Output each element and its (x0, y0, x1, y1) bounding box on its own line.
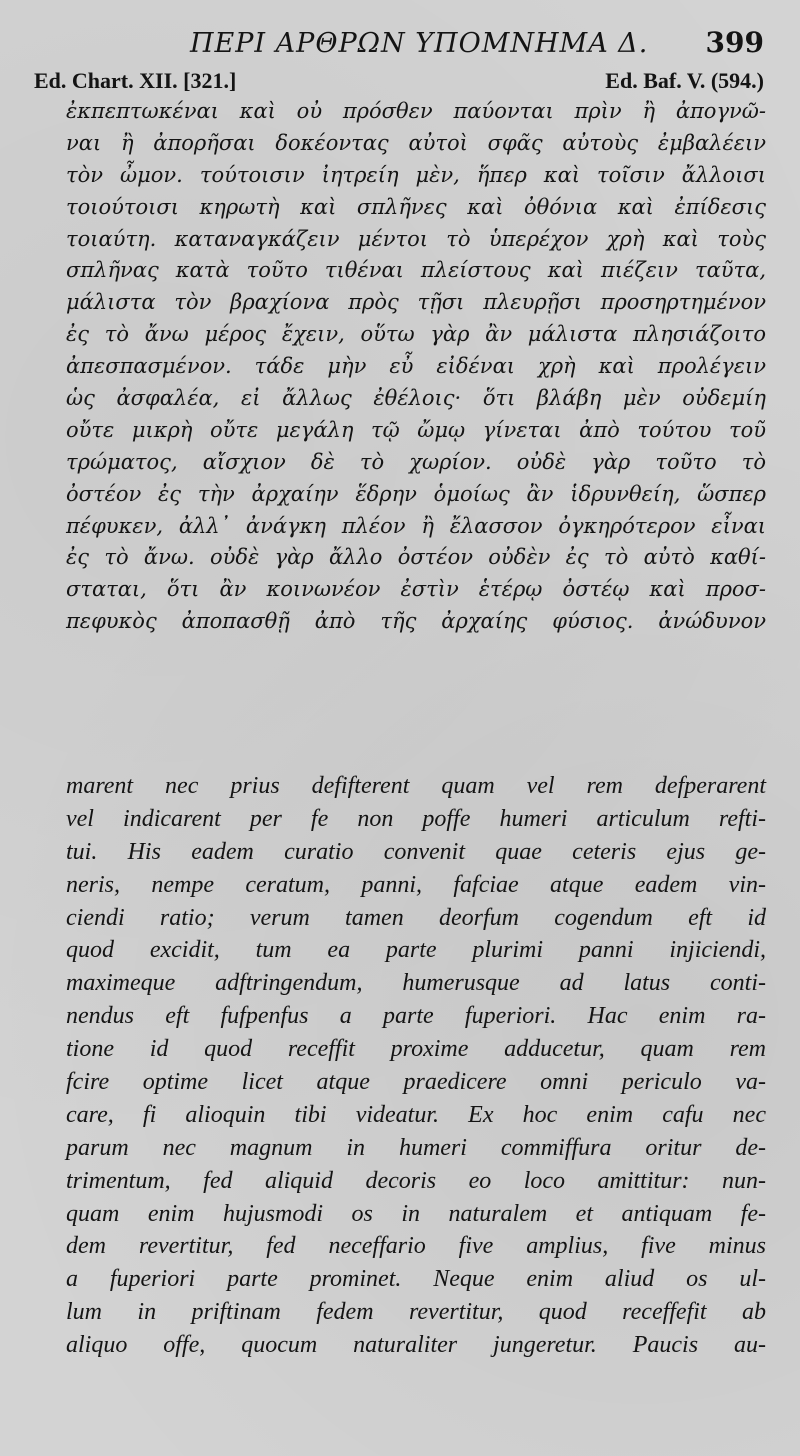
greek-text-line: ἐκπεπτωκέναι καὶ οὐ πρόσθεν παύονται πρὶν ἢ ἀπογνῶ- (66, 99, 766, 123)
latin-text-line: trimentum, fed aliquid decoris eo loco amittitur: nun- (66, 1167, 766, 1194)
latin-text-line: ciendi ratio; verum tamen deorfum cogendum eft id (66, 904, 766, 931)
latin-text-line: vel indicarent per fe non poffe humeri articulum refti- (66, 805, 766, 832)
greek-text-line: σταται, ὅτι ἂν κοινωνέον ἐστὶν ἑτέρῳ ὀστέῳ καὶ προσ- (66, 577, 766, 602)
latin-text-line: quam enim hujusmodi os in naturalem et antiquam fe- (66, 1200, 766, 1227)
latin-text-line: tione id quod receffit proxime adducetur, quam rem (66, 1036, 766, 1063)
greek-text-line: τρώματος, αἴσχιον δὲ τὸ χωρίον. οὐδὲ γὰρ τοῦτο τὸ (66, 449, 766, 474)
greek-text-line: ὡς ἀσφαλέα, εἰ ἄλλως ἐθέλοις· ὅτι βλάβη μὲν οὐδεμίη (66, 386, 766, 411)
page-number: 399 (705, 26, 764, 59)
latin-text-line: a fuperiori parte prominet. Neque enim aliud os ul- (66, 1266, 766, 1293)
greek-text-line: οὔτε μικρὴ οὔτε μεγάλη τῷ ὤμῳ γίνεται ἀπὸ τούτου τοῦ (66, 417, 766, 442)
latin-text-line: fcire optime licet atque praedicere omni periculo va- (66, 1069, 766, 1096)
latin-text-line: marent nec prius defifterent quam vel rem defperarent (66, 773, 766, 799)
greek-text-line: σπλῆνας κατὰ τοῦτο τιθέναι πλείστους καὶ πιέζειν ταῦτα, (66, 258, 766, 283)
greek-text-line: τοιαύτη. καταναγκάζειν μέντοι τὸ ὑπερέχον χρὴ καὶ τοὺς (66, 226, 766, 251)
latin-text-block (66, 770, 766, 1362)
greek-text-line: ναι ἢ ἀπορῆσαι δοκέοντας αὐτοὶ σφᾶς αὐτοὺς ἐμβαλέειν (66, 130, 766, 155)
latin-text-line: lum in priftinam fedem revertitur, quod receffefit ab (66, 1299, 766, 1326)
greek-text-line: πέφυκεν, ἀλλ᾽ ἀνάγκη πλέον ἢ ἔλασσον ὀγκηρότερον εἶναι (66, 513, 766, 538)
latin-text-line: maximeque adftringendum, humerusque ad latus conti- (66, 970, 766, 997)
greek-text-line: ἐς τὸ ἄνω. οὐδὲ γὰρ ἄλλο ὀστέον οὐδὲν ἐς τὸ αὐτὸ καθί- (66, 545, 766, 570)
latin-text-line: quod excidit, tum ea parte plurimi panni injiciendi, (66, 937, 766, 964)
edition-reference-right: Ed. Baf. V. (594.) (605, 68, 764, 93)
running-title: ΠΕΡΙ ΑΡΘΡΩΝ ΥΠΟΜΝΗΜΑ Δ. (190, 28, 649, 59)
greek-text-line: ὀστέον ἐς τὴν ἀρχαίην ἕδρην ὁμοίως ἂν ἱδρυνθείη, ὥσπερ (66, 481, 766, 506)
latin-text-line: nendus eft fufpenfus a parte fuperiori. Hac enim ra- (66, 1003, 766, 1030)
greek-text-line: ἐς τὸ ἄνω μέρος ἔχειν, οὕτω γὰρ ἂν μάλιστα πλησιάζοιτο (66, 322, 766, 347)
latin-text-line: dem revertitur, fed neceffario five amplius, five minus (66, 1233, 766, 1260)
greek-text-line: μάλιστα τὸν βραχίονα πρὸς τῇσι πλευρῇσι προσηρτημένον (66, 290, 766, 315)
greek-text-line: ἀπεσπασμένον. τάδε μὴν εὖ εἰδέναι χρὴ καὶ προλέγειν (66, 354, 766, 379)
edition-reference-left: Ed. Chart. XII. [321.] (34, 68, 237, 93)
greek-text-line: τοιούτοισι κηρωτὴ καὶ σπλῆνες καὶ ὀθόνια καὶ ἐπίδεσις (66, 194, 766, 219)
latin-text-line: parum nec magnum in humeri commiffura oritur de- (66, 1134, 766, 1161)
greek-text-line: τὸν ὦμον. τούτοισιν ἰητρείη μὲν, ἥπερ καὶ τοῖσιν ἄλλοισι (66, 162, 766, 187)
latin-text-line: neris, nempe ceratum, panni, fafciae atque eadem vin- (66, 871, 766, 898)
latin-text-line: aliquo offe, quocum naturaliter jungeretur. Paucis au- (66, 1332, 766, 1359)
latin-text-line: tui. His eadem curatio convenit quae ceteris ejus ge- (66, 838, 766, 865)
greek-text-block (66, 96, 766, 638)
greek-text-line: πεφυκὸς ἀποπασθῇ ἀπὸ τῆς ἀρχαίης φύσιος. ἀνώδυνον (66, 609, 766, 634)
latin-text-line: care, fi alioquin tibi videatur. Ex hoc enim cafu nec (66, 1101, 766, 1128)
